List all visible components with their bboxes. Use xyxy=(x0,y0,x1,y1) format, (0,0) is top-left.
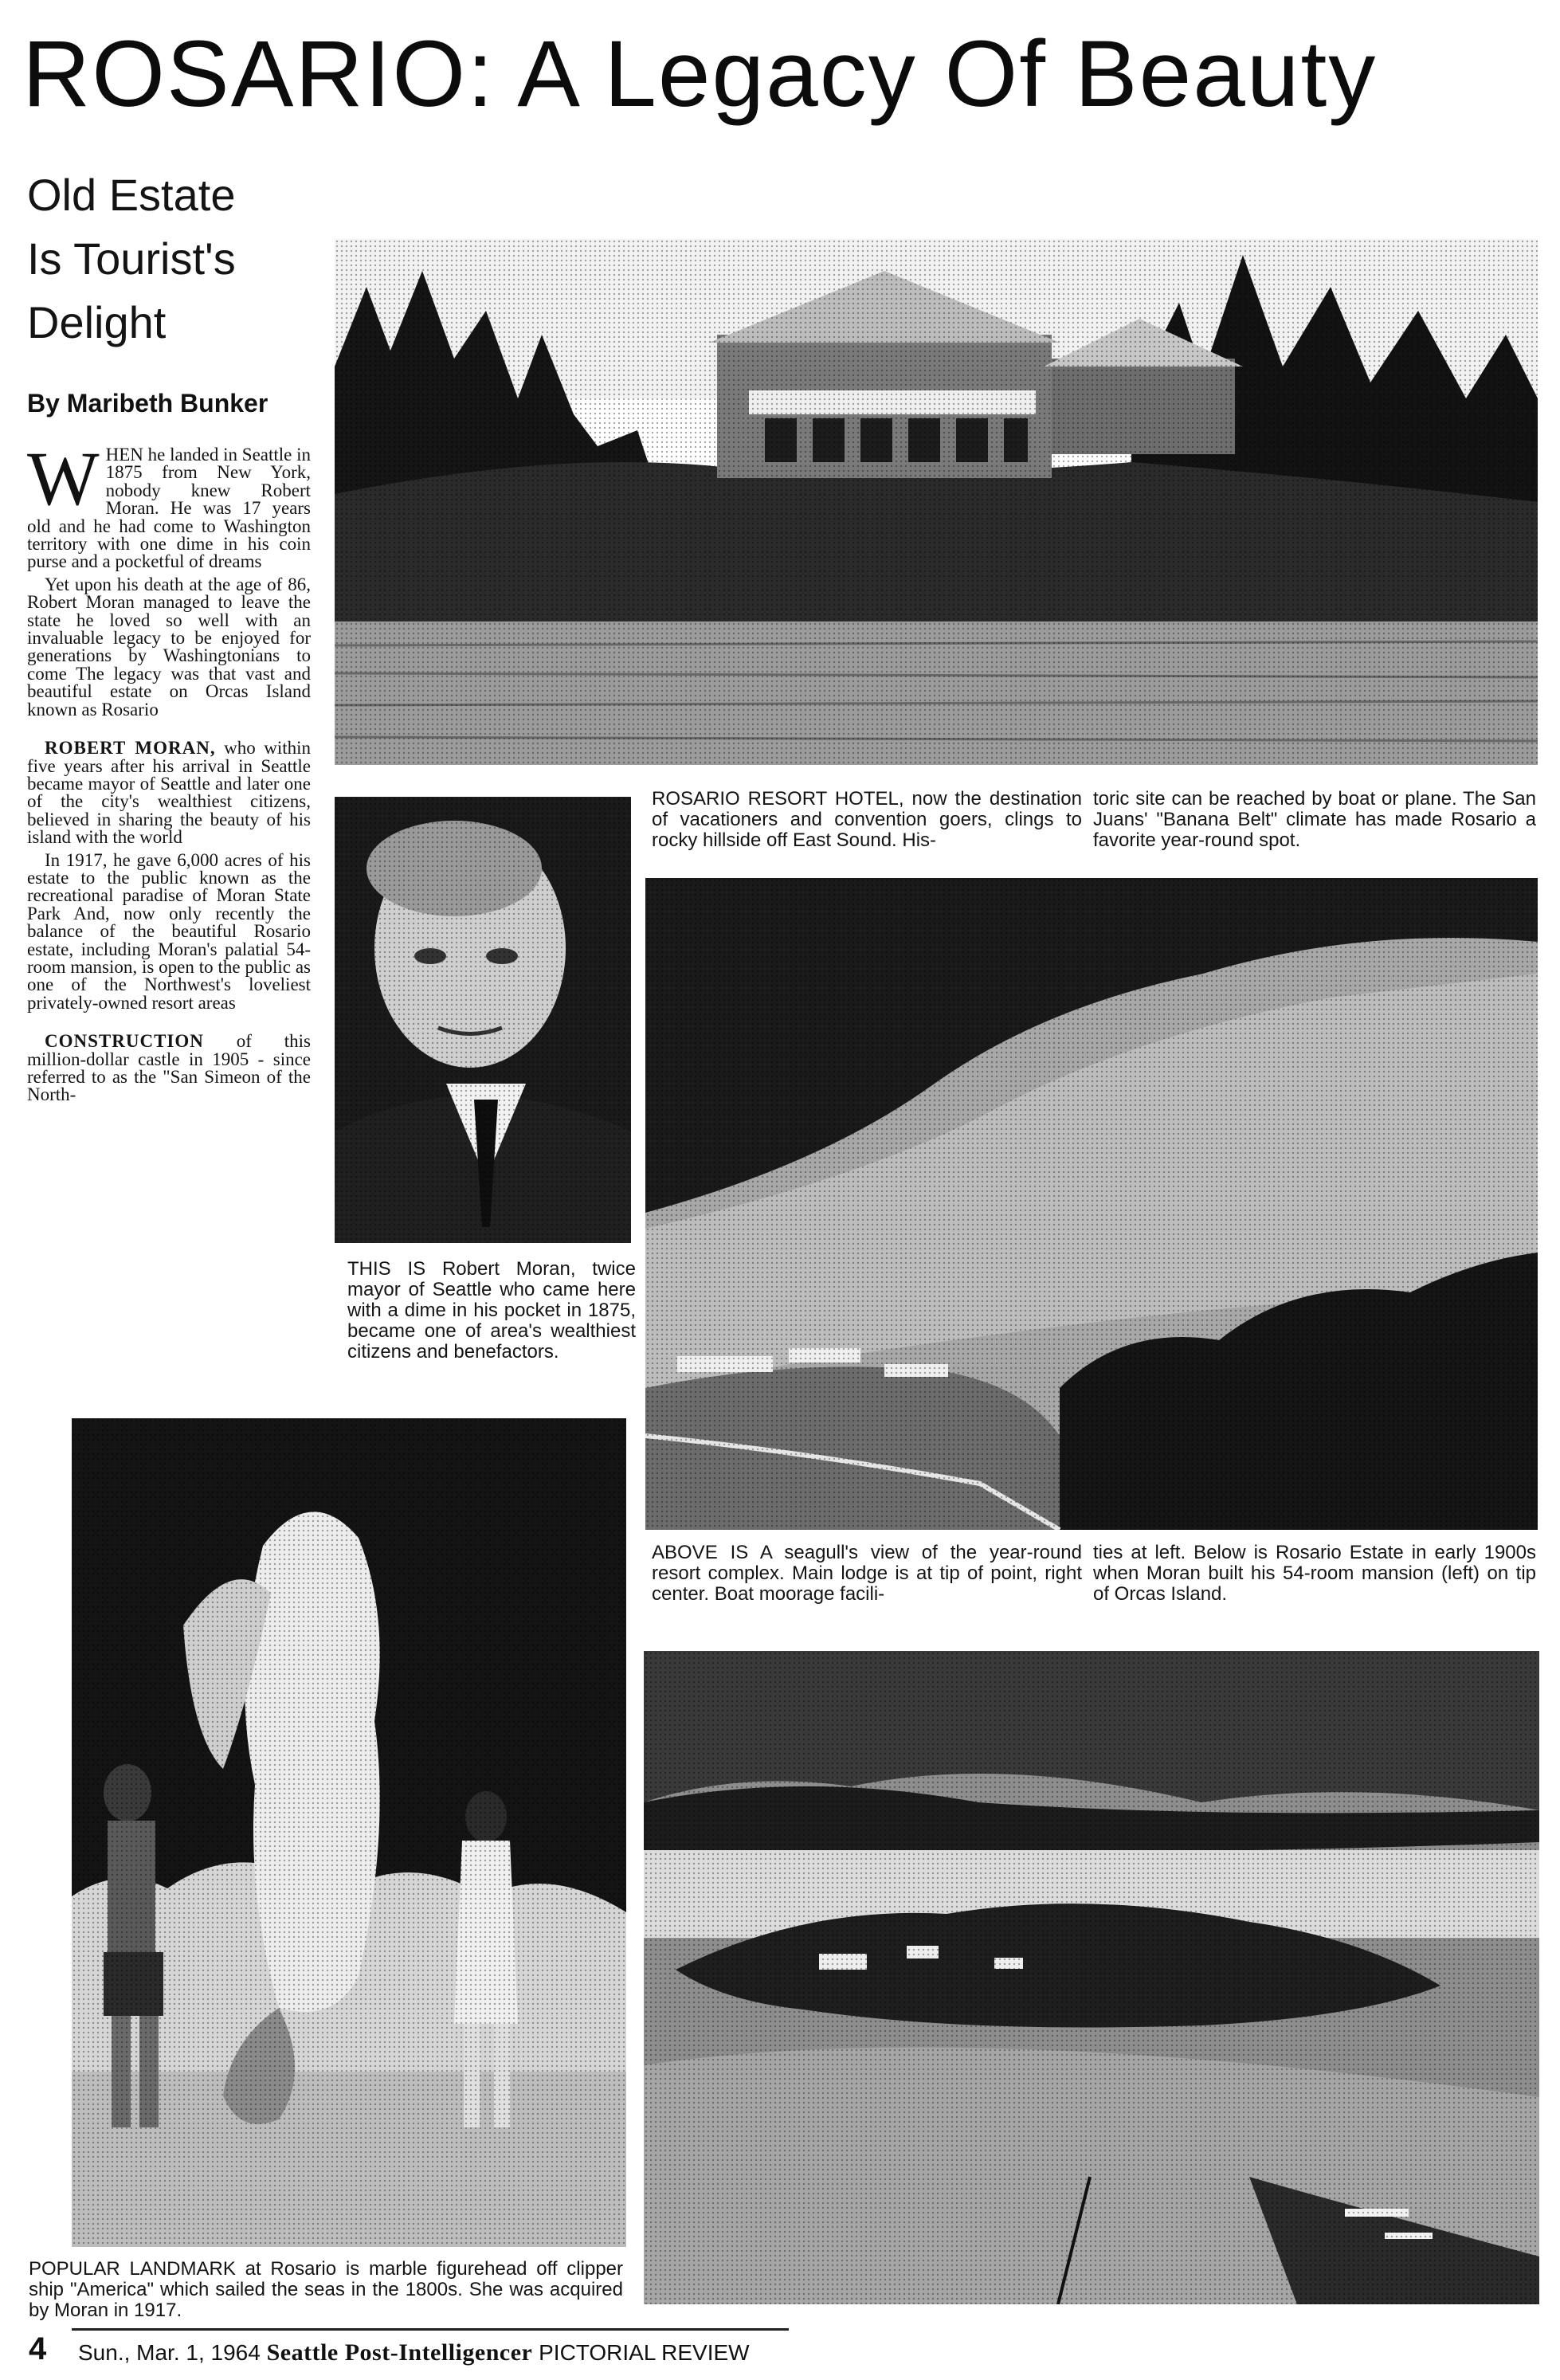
hotel-photo xyxy=(335,239,1538,765)
subhead-line-1: Old Estate xyxy=(27,170,236,220)
aerial-caption-part-1: ABOVE IS A seagull's view of the year-round resort complex. Main lodge is at tip of point, right center. Boat moorage facili- xyxy=(652,1542,1082,1605)
page-number: 4 xyxy=(29,2331,47,2366)
subhead-line-2: Is Tourist's xyxy=(27,233,236,284)
hotel-caption-part-1: ROSARIO RESORT HOTEL, now the destination of vacationers and convention goers, clings to rocky hillside off East Sound. His- xyxy=(652,788,1082,851)
paragraph-5-text: of this million-dollar castle in 1905 - since referred to as the "San Simeon of the North- xyxy=(27,1031,311,1105)
byline: By Maribeth Bunker xyxy=(27,389,268,418)
moran-caption: THIS IS Robert Moran, twice mayor of Seattle who came here with a dime in his pocket in 1875, became one of area's wealthiest citizens and benefactors. xyxy=(347,1258,636,1363)
figurehead-caption: POPULAR LANDMARK at Rosario is marble figurehead off clipper ship "America" which sailed the seas in the 1800s. She was acquired by Moran in 1917. xyxy=(29,2258,623,2321)
moran-portrait-photo xyxy=(335,797,631,1243)
section-name: PICTORIAL REVIEW xyxy=(539,2340,750,2365)
footer-line xyxy=(78,2339,750,2366)
headline: ROSARIO: A Legacy Of Beauty xyxy=(22,22,1378,127)
article-paragraph-1 xyxy=(27,436,312,572)
article-body xyxy=(27,436,312,1109)
aerial-caption-part-2: ties at left. Below is Rosario Estate in early 1900s when Moran built his 54-room mansion (left) on tip of Orcas Island. xyxy=(1093,1542,1536,1605)
paragraph-3-text: who within five years after his arrival in Seattle became mayor of Seattle and later one of the city's wealthiest citizens, believed in sharing the beauty of his island with the world xyxy=(27,738,311,848)
footer-rule xyxy=(72,2328,789,2331)
drop-cap: W xyxy=(27,436,100,521)
footer-date: Sun., Mar. 1, 1964 xyxy=(78,2340,261,2365)
hotel-caption-part-2: toric site can be reached by boat or plane. The San Juans' "Banana Belt" climate has made Rosario a favorite year-round spot. xyxy=(1093,788,1536,851)
paragraph-1-text: HEN he landed in Seattle in 1875 from New York, nobody knew Robert Moran. He was 17 years old and he had come to Washington territory with one dime in his coin purse and a pocketful of dreams xyxy=(27,445,312,572)
subhead-line-3: Delight xyxy=(27,297,167,347)
article-paragraph-3 xyxy=(27,739,311,846)
article-paragraph-5 xyxy=(27,1033,311,1104)
article-paragraph-4: In 1917, he gave 6,000 acres of his estate to the public known as the recreational paradise of Moran State Park And, now only recently the balance of the beautiful Rosario estate, including Moran's palatial 54-room mansion, is open to the public as one of the Northwest's loveliest privately-owned resort areas xyxy=(27,849,311,1013)
paragraph-3-lead: ROBERT MORAN, xyxy=(45,738,216,759)
masthead: Seattle Post-Intelligencer xyxy=(266,2339,533,2366)
estate-early-1900s-photo xyxy=(644,1651,1539,2304)
subhead xyxy=(27,163,330,355)
article-paragraph-2: Yet upon his death at the age of 86, Robert Moran managed to leave the state he loved so well with an invaluable legacy to be enjoyed for generations by Washingtonians to come The legacy was that vast and beautiful estate on Orcas Island known as Rosario xyxy=(27,574,311,719)
figurehead-photo xyxy=(72,1418,626,2247)
aerial-view-photo xyxy=(645,878,1538,1530)
paragraph-5-lead: CONSTRUCTION xyxy=(45,1031,204,1052)
